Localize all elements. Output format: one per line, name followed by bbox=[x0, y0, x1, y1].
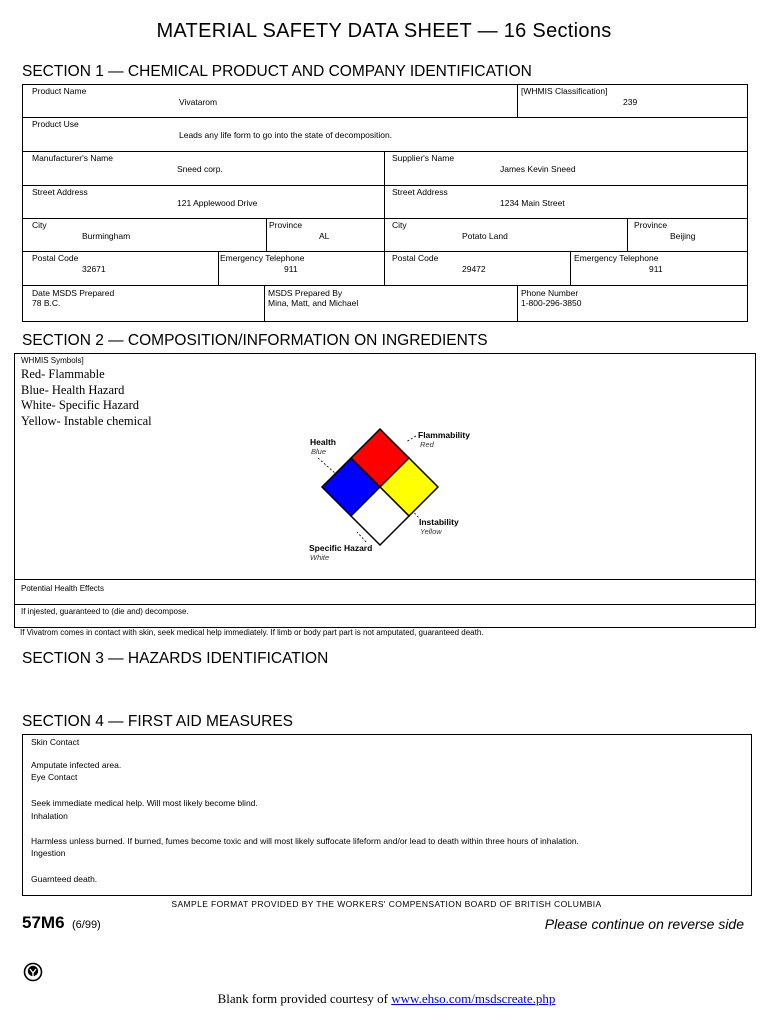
date-prepared-value: 78 B.C. bbox=[32, 298, 61, 308]
supplier-postal-label: Postal Code bbox=[392, 253, 439, 263]
legend-item-yellow: Yellow- Instable chemical bbox=[21, 413, 152, 428]
phone-value: 1-800-296-3850 bbox=[521, 298, 582, 308]
manufacturer-street-value: 121 Applewood Drive bbox=[177, 198, 258, 208]
specific-hazard-sub-label: White bbox=[310, 553, 330, 562]
prepared-by-value: Mina, Matt, and Michael bbox=[268, 298, 359, 308]
supplier-value: James Kevin Sneed bbox=[500, 164, 576, 174]
specific-hazard-label: Specific Hazard bbox=[309, 543, 373, 553]
manufacturer-emergency-value: 911 bbox=[284, 264, 298, 274]
whmis-classification-label: [WHMIS Classification] bbox=[521, 86, 608, 96]
instability-sub-label: Yellow bbox=[420, 527, 442, 536]
supplier-city-label: City bbox=[392, 220, 407, 230]
form-code bbox=[22, 913, 101, 933]
section-2-heading: SECTION 2 — COMPOSITION/INFORMATION ON INGREDIENTS bbox=[22, 332, 488, 349]
supplier-emergency-label: Emergency Telephone bbox=[574, 253, 659, 263]
supplier-emergency-value: 911 bbox=[649, 264, 663, 274]
health-effect-ingestion: If injested, guaranteed to (die and) decompose. bbox=[21, 607, 189, 616]
supplier-street-label: Street Address bbox=[392, 187, 448, 197]
health-effects-label: Potential Health Effects bbox=[21, 584, 105, 593]
manufacturer-label: Manufacturer's Name bbox=[32, 153, 113, 163]
eye-contact-heading: Eye Contact bbox=[31, 772, 78, 782]
date-prepared-label: Date MSDS Prepared bbox=[32, 288, 115, 298]
supplier-city-value: Potato Land bbox=[462, 231, 508, 241]
health-label: Health bbox=[310, 437, 336, 447]
section-1-table bbox=[22, 84, 748, 322]
legend-item-red: Red- Flammable bbox=[21, 367, 105, 381]
eye-contact-text: Seek immediate medical help. Will most likely become blind. bbox=[31, 798, 258, 808]
supplier-street-value: 1234 Main Street bbox=[500, 198, 565, 208]
manufacturer-postal-label: Postal Code bbox=[32, 253, 79, 263]
instability-label: Instability bbox=[419, 517, 459, 527]
skin-contact-text: Amputate infected area. bbox=[31, 760, 122, 770]
document-title: MATERIAL SAFETY DATA SHEET — 16 Sections bbox=[156, 20, 612, 42]
phone-label: Phone Number bbox=[521, 288, 579, 298]
manufacturer-value: Sneed corp. bbox=[177, 164, 223, 174]
manufacturer-city-label: City bbox=[32, 220, 47, 230]
manufacturer-postal-value: 32671 bbox=[82, 264, 106, 274]
product-name-value: Vivatarom bbox=[179, 97, 218, 107]
hazard-legend bbox=[21, 367, 152, 429]
manufacturer-emergency-label: Emergency Telephone bbox=[220, 253, 305, 263]
prepared-by-label: MSDS Prepared By bbox=[268, 288, 343, 298]
section-2-box bbox=[14, 353, 756, 628]
product-name-label: Product Name bbox=[32, 86, 87, 96]
ehso-link[interactable]: www.ehso.com/msdscreate.php bbox=[391, 991, 556, 1006]
ingestion-text: Guarnteed death. bbox=[31, 874, 98, 884]
skin-contact-heading: Skin Contact bbox=[31, 737, 80, 747]
supplier-province-label: Province bbox=[634, 220, 668, 230]
courtesy-line bbox=[0, 991, 768, 1007]
ingestion-heading: Ingestion bbox=[31, 848, 66, 858]
product-use-label: Product Use bbox=[32, 119, 79, 129]
product-use-value: Leads any life form to go into the state of decomposition. bbox=[179, 130, 393, 140]
section-3-heading: SECTION 3 — HAZARDS IDENTIFICATION bbox=[22, 650, 329, 667]
supplier-label: Supplier's Name bbox=[392, 153, 455, 163]
section-4-box bbox=[22, 734, 752, 896]
legend-item-white: White- Specific Hazard bbox=[21, 398, 139, 412]
continue-note: Please continue on reverse side bbox=[544, 916, 744, 932]
inhalation-text: Harmless unless burned. If burned, fumes become toxic and will most likely suffocate lifeform and/or lead to death within three hours of inhalation. bbox=[31, 836, 579, 846]
supplier-postal-value: 29472 bbox=[462, 264, 486, 274]
section-1-heading: SECTION 1 — CHEMICAL PRODUCT AND COMPANY IDENTIFICATION bbox=[22, 63, 532, 80]
manufacturer-province-label: Province bbox=[269, 220, 303, 230]
health-effect-skin: If Vivatrom comes in contact with skin, seek medical help immediately. If limb or body part part is not amputated, guaranteed death. bbox=[20, 628, 484, 637]
legend-item-blue: Blue- Health Hazard bbox=[21, 382, 125, 397]
flammability-sub-label: Red bbox=[420, 440, 434, 449]
section-4-heading: SECTION 4 — FIRST AID MEASURES bbox=[22, 713, 294, 730]
manufacturer-province-value: AL bbox=[319, 231, 330, 241]
recycle-logo-icon bbox=[23, 962, 43, 982]
whmis-classification-value: 239 bbox=[623, 97, 638, 107]
form-code-number: 57M6 bbox=[22, 913, 65, 932]
sample-format-note: SAMPLE FORMAT PROVIDED BY THE WORKERS' COMPENSATION BOARD OF BRITISH COLUMBIA bbox=[171, 899, 602, 909]
inhalation-heading: Inhalation bbox=[31, 811, 68, 821]
courtesy-text: Blank form provided courtesy of bbox=[217, 991, 392, 1006]
health-sub-label: Blue bbox=[311, 447, 327, 456]
whmis-symbols-label: WHMIS Symbols] bbox=[21, 356, 84, 365]
form-code-date: (6/99) bbox=[71, 919, 101, 931]
flammability-label: Flammability bbox=[418, 430, 470, 440]
manufacturer-street-label: Street Address bbox=[32, 187, 88, 197]
manufacturer-city-value: Burmingham bbox=[82, 231, 131, 241]
supplier-province-value: Beijing bbox=[670, 231, 696, 241]
